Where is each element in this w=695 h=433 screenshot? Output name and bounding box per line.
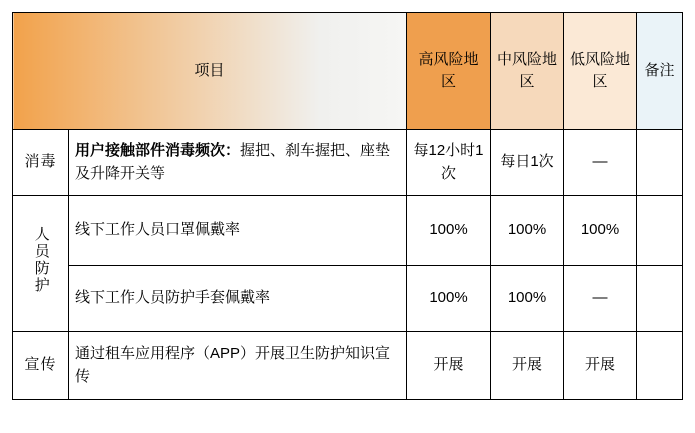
cell-high-risk: 开展 xyxy=(407,332,491,400)
cell-mid-risk: 100% xyxy=(491,266,564,332)
header-item: 项目 xyxy=(13,13,407,130)
header-high-risk: 高风险地区 xyxy=(407,13,491,130)
cell-low-risk: 开展 xyxy=(564,332,637,400)
row-category-personnel-protection xyxy=(13,196,69,332)
table-row xyxy=(13,332,683,400)
cell-note xyxy=(637,130,683,196)
cell-note xyxy=(637,266,683,332)
row-description xyxy=(69,130,407,196)
cell-mid-risk: 每日1次 xyxy=(491,130,564,196)
risk-measures-table xyxy=(12,12,683,400)
header-note: 备注 xyxy=(637,13,683,130)
table-row xyxy=(13,196,683,266)
table-row xyxy=(13,130,683,196)
row-description-bold: 用户接触部件消毒频次： xyxy=(75,142,241,159)
cell-high-risk: 100% xyxy=(407,266,491,332)
cell-low-risk: 100% xyxy=(564,196,637,266)
table-header-row xyxy=(13,13,683,130)
header-mid-risk: 中风险地区 xyxy=(491,13,564,130)
row-description: 线下工作人员口罩佩戴率 xyxy=(69,196,407,266)
cell-note xyxy=(637,196,683,266)
row-category-label: 人员防护 xyxy=(32,225,50,294)
row-description: 通过租车应用程序（APP）开展卫生防护知识宣传 xyxy=(69,332,407,400)
cell-mid-risk: 开展 xyxy=(491,332,564,400)
row-description-rest: 握把、刹车握把、座垫及升降开关等 xyxy=(75,142,391,182)
cell-mid-risk: 100% xyxy=(491,196,564,266)
table-row xyxy=(13,266,683,332)
row-category-disinfection: 消毒 xyxy=(13,130,69,196)
row-description: 线下工作人员防护手套佩戴率 xyxy=(69,266,407,332)
cell-low-risk: — xyxy=(564,130,637,196)
header-low-risk: 低风险地区 xyxy=(564,13,637,130)
cell-high-risk: 100% xyxy=(407,196,491,266)
cell-note xyxy=(637,332,683,400)
row-category-publicity: 宣传 xyxy=(13,332,69,400)
cell-low-risk: — xyxy=(564,266,637,332)
cell-high-risk: 每12小时1次 xyxy=(407,130,491,196)
